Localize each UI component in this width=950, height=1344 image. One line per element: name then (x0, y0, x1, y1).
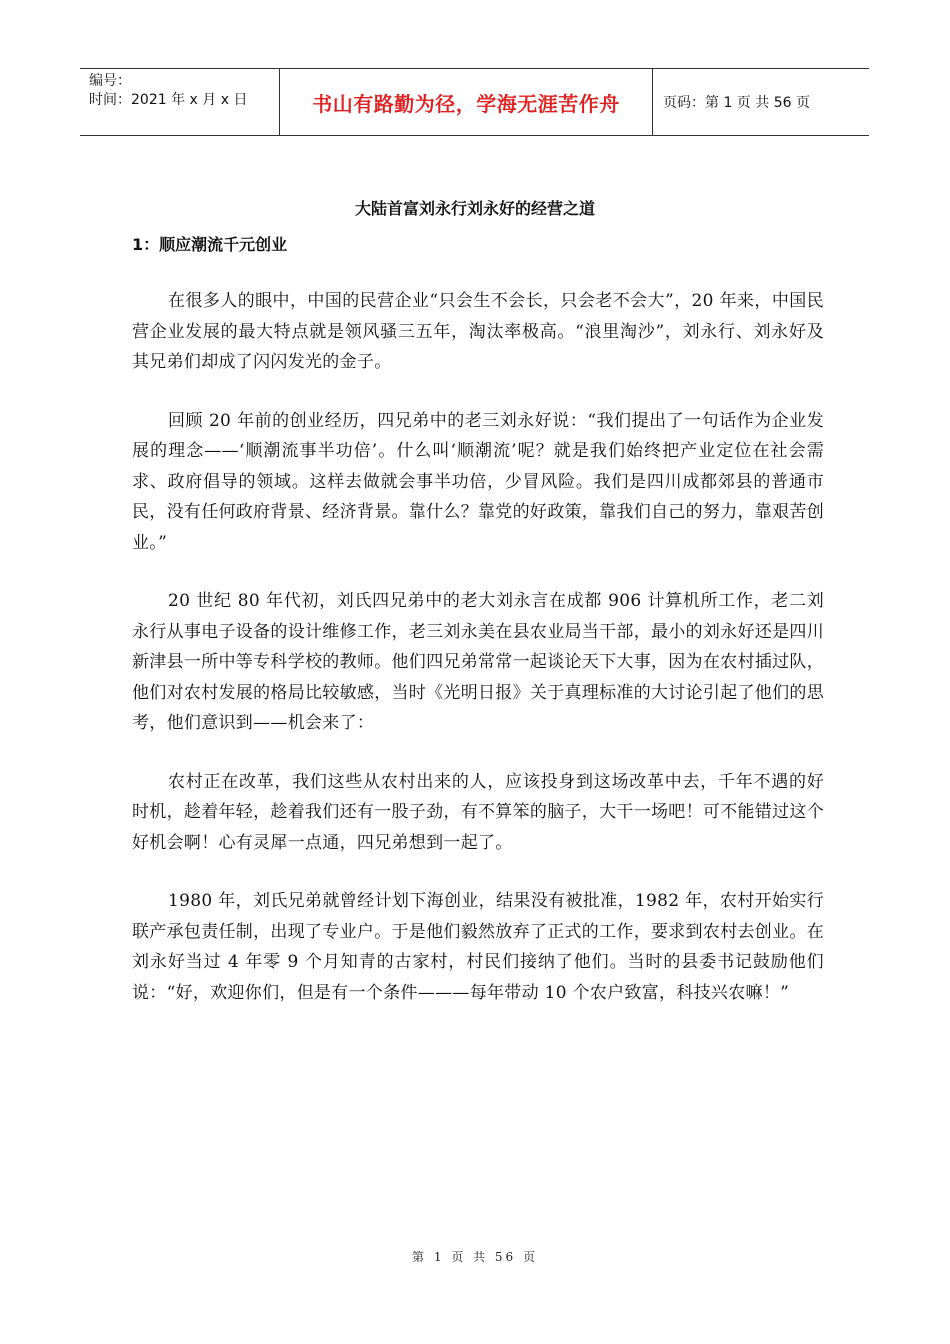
paragraph: 1980 年，刘氏兄弟就曾经计划下海创业，结果没有被批准，1982 年，农村开始实行联产承包责任制，出现了专业户。于是他们毅然放弃了正式的工作，要求到农村去创业。在刘永好当过 4 年零 9 个月知青的古家村，村民们接纳了他们。当时的县委书记鼓励他们说：“好，欢迎你们，但是有一个条件———每年带动 10 个农户致富，科技兴农嘛！” (132, 891, 824, 1003)
paragraph: 农村正在改革，我们这些从农村出来的人，应该投身到这场改革中去，千年不遇的好时机，趁着年轻，趁着我们还有一股子劲，有不算笨的脑子，大干一场吧！可不能错过这个好机会啊！心有灵犀一点通，四兄弟想到一起了。 (132, 771, 824, 853)
page-footer: 第 1 页 共 56 页 (412, 1250, 538, 1264)
document-title: 大陆首富刘永行刘永好的经营之道 (354, 199, 595, 218)
paragraph: 回顾 20 年前的创业经历，四兄弟中的老三刘永好说：“我们提出了一句话作为企业发展的理念——‘顺潮流事半功倍’。什么叫‘顺潮流’呢？就是我们始终把产业定位在社会需求、政府倡导的领域。这样去做就会事半功倍，少冒风险。我们是四川成都郊县的普通市民，没有任何政府背景、经济背景。靠什么？靠党的好政策，靠我们自己的努力，靠艰苦创业。” (132, 410, 824, 553)
header-motto: 书山有路勤为径，学海无涯苦作舟 (280, 69, 653, 135)
header-meta (80, 69, 280, 135)
header-table (80, 68, 869, 136)
number-label: 编号： (89, 73, 131, 89)
section-heading: 1：顺应潮流千元创业 (132, 235, 288, 254)
paragraph: 20 世纪 80 年代初，刘氏四兄弟中的老大刘永言在成都 906 计算机所工作，老二刘永行从事电子设备的设计维修工作，老三刘永美在县农业局当干部，最小的刘永好还是四川新津县一所中等专科学校的教师。他们四兄弟常常一起谈论天下大事，因为在农村插过队，他们对农村发展的格局比较敏感，当时《光明日报》关于真理标准的大讨论引起了他们的思考，他们意识到——机会来了： (132, 591, 824, 733)
document-body (132, 286, 824, 1036)
time-label: 时间：2021 年 x 月 x 日 (89, 92, 248, 108)
header-page-info: 页码：第 1 页 共 56 页 (663, 95, 810, 111)
paragraph: 在很多人的眼中，中国的民营企业“只会生不会长，只会老不会大”，20 年来，中国民营企业发展的最大特点就是领风骚三五年，淘汰率极高。“浪里淘沙”，刘永行、刘永好及其兄弟们却成了闪闪发光的金子。 (132, 291, 824, 372)
